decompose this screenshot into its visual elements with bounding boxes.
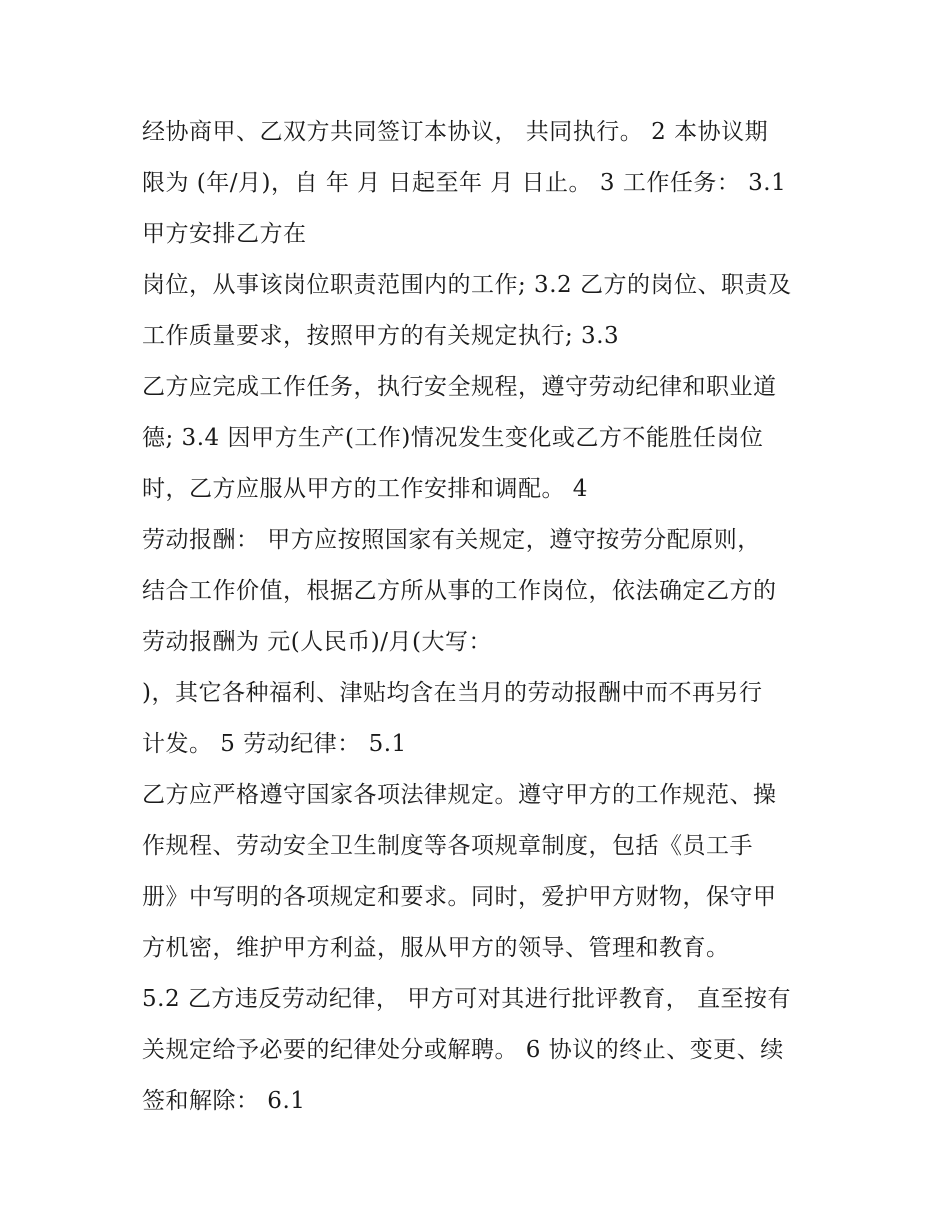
text-line-17: 方机密，维护甲方利益，服从甲方的领导、管理和教育。: [142, 935, 730, 961]
text-line-13: 计发。 5 劳动纪律： 5.1: [142, 731, 407, 757]
text-line-12: )，其它各种福利、津贴均含在当月的劳动报酬中而不再另行: [142, 680, 763, 706]
text-line-4: 岗位，从事该岗位职责范围内的工作; 3.2 乙方的岗位、职责及: [142, 272, 792, 298]
text-line-2: 限为 (年/月)，自 年 月 日起至年 月 日止。 3 工作任务： 3.1: [142, 170, 787, 196]
text-line-18: 5.2 乙方违反劳动纪律， 甲方可对其进行批评教育， 直至按有: [142, 986, 792, 1012]
text-line-8: 时，乙方应服从甲方的工作安排和调配。 4: [142, 476, 588, 502]
text-line-16: 册》中写明的各项规定和要求。同时，爱护甲方财物，保守甲: [142, 884, 777, 910]
text-line-3: 甲方安排乙方在: [142, 221, 307, 247]
document-body: [142, 107, 832, 1127]
text-line-6: 乙方应完成工作任务，执行安全规程，遵守劳动纪律和职业道: [142, 374, 777, 400]
text-line-9: 劳动报酬： 甲方应按照国家有关规定，遵守按劳分配原则，: [142, 527, 761, 553]
text-line-20: 签和解除： 6.1: [142, 1088, 306, 1114]
text-line-10: 结合工作价值，根据乙方所从事的工作岗位，依法确定乙方的: [142, 578, 777, 604]
text-line-5: 工作质量要求，按照甲方的有关规定执行; 3.3: [142, 323, 620, 349]
text-line-1: 经协商甲、乙双方共同签订本协议， 共同执行。 2 本协议期: [142, 119, 769, 145]
text-line-15: 作规程、劳动安全卫生制度等各项规章制度，包括《员工手: [142, 833, 753, 859]
text-line-7: 德; 3.4 因甲方生产(工作)情况发生变化或乙方不能胜任岗位: [142, 425, 764, 451]
text-line-14: 乙方应严格遵守国家各项法律规定。遵守甲方的工作规范、操: [142, 782, 777, 808]
text-line-19: 关规定给予必要的纪律处分或解聘。 6 协议的终止、变更、续: [142, 1037, 784, 1063]
text-line-11: 劳动报酬为 元(人民币)/月(大写：: [142, 629, 492, 655]
